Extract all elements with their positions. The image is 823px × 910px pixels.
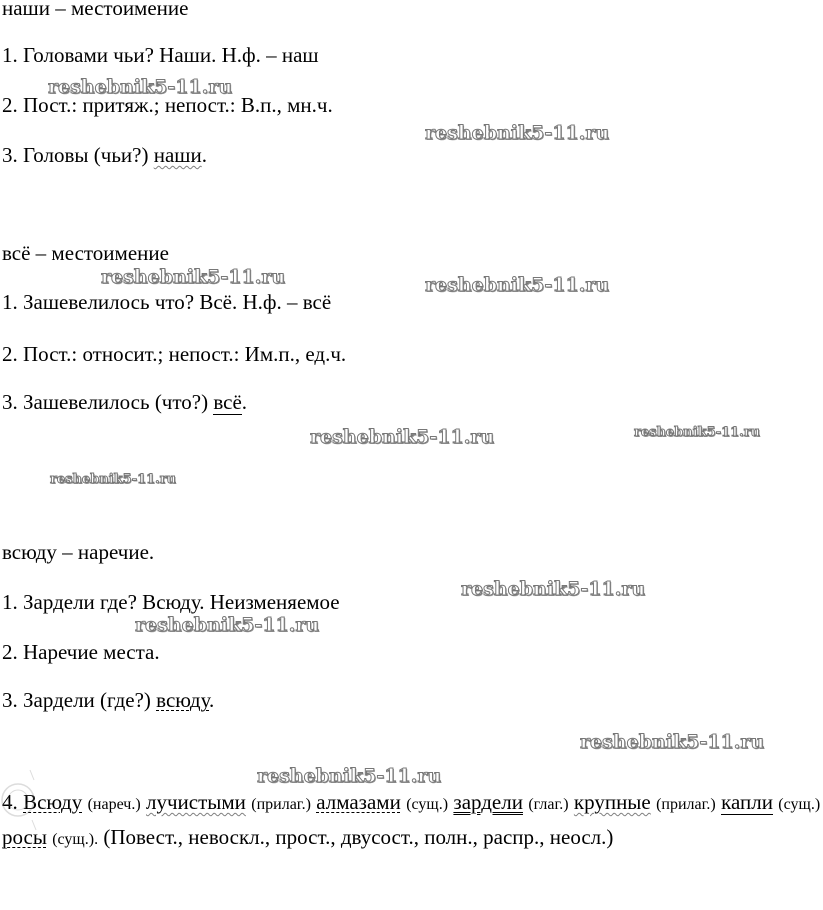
word-noun-1: алмазами [316,790,401,814]
watermark: reshebnik5-11.ru [257,765,442,787]
section2-line1: 1. Зашевелилось что? Всё. Н.ф. – всё [2,290,332,314]
section3-line3 [2,688,214,712]
section3-line1: 1. Зардели где? Всюду. Неизменяемое [2,590,340,614]
tag-noun-2: (сущ.) [778,796,821,813]
word-noun-3: росы [2,825,47,849]
watermark: reshebnik5-11.ru [135,614,320,636]
section2-line3 [2,390,247,414]
section1-line3 [2,143,207,167]
section1-line3-suffix: . [201,143,207,167]
word-noun-2: капли [721,790,773,814]
sentence-parse [2,786,820,856]
section1-line1: 1. Головами чьи? Наши. Н.ф. – наш [2,43,319,67]
sentence-characteristics: (Повест., невоскл., прост., двусост., полн., распр., неосл.) [103,825,614,849]
section1-heading: наши – местоимение [2,0,189,20]
tag-adjective-1: (прилаг.) [251,796,311,813]
watermark: reshebnik5-11.ru [461,578,646,600]
section1-line2: 2. Пост.: притяж.; непост.: В.п., мн.ч. [2,93,333,117]
word-adjective-2: крупные [573,790,651,814]
watermark: reshebnik5-11.ru [425,274,610,296]
watermark: reshebnik5-11.ru [48,76,233,98]
tag-adjective-2: (прилаг.) [656,796,716,813]
section2-line3-word: всё [213,390,242,414]
section3-line3-prefix: 3. Зардели (где?) [2,688,157,712]
section3-line2: 2. Наречие места. [2,640,160,664]
watermark: reshebnik5-11.ru [101,266,286,288]
watermark: reshebnik5-11.ru [580,731,765,753]
word-adverb: Всюду [23,790,83,814]
section3-line3-suffix: . [209,688,215,712]
watermark: reshebnik5-11.ru [425,122,610,144]
section2-line3-suffix: . [241,390,248,414]
section1-line3-word: наши [153,143,202,167]
word-verb: зардели [453,790,523,814]
section2-line3-prefix: 3. Зашевелилось (что?) [2,390,214,414]
watermark: reshebnik5-11.ru [50,472,177,487]
sentence-number: 4. [2,790,24,814]
tag-noun-1: (сущ.) [406,796,449,813]
section3-line3-word: всюду [156,688,209,712]
tag-verb: (глаг.) [528,796,569,813]
word-adjective-1: лучистыми [146,790,246,814]
section1-line3-prefix: 3. Головы (чьи?) [2,143,154,167]
section2-heading: всё – местоимение [2,241,169,265]
section2-line2: 2. Пост.: относит.; непост.: Им.п., ед.ч. [2,342,347,366]
stamp-icon [0,760,40,840]
section3-heading: всюду – наречие. [2,540,155,564]
tag-noun-3: (сущ.). [52,831,99,848]
watermark: reshebnik5-11.ru [310,426,495,448]
watermark: reshebnik5-11.ru [634,425,761,440]
tag-adverb: (нареч.) [87,796,141,813]
